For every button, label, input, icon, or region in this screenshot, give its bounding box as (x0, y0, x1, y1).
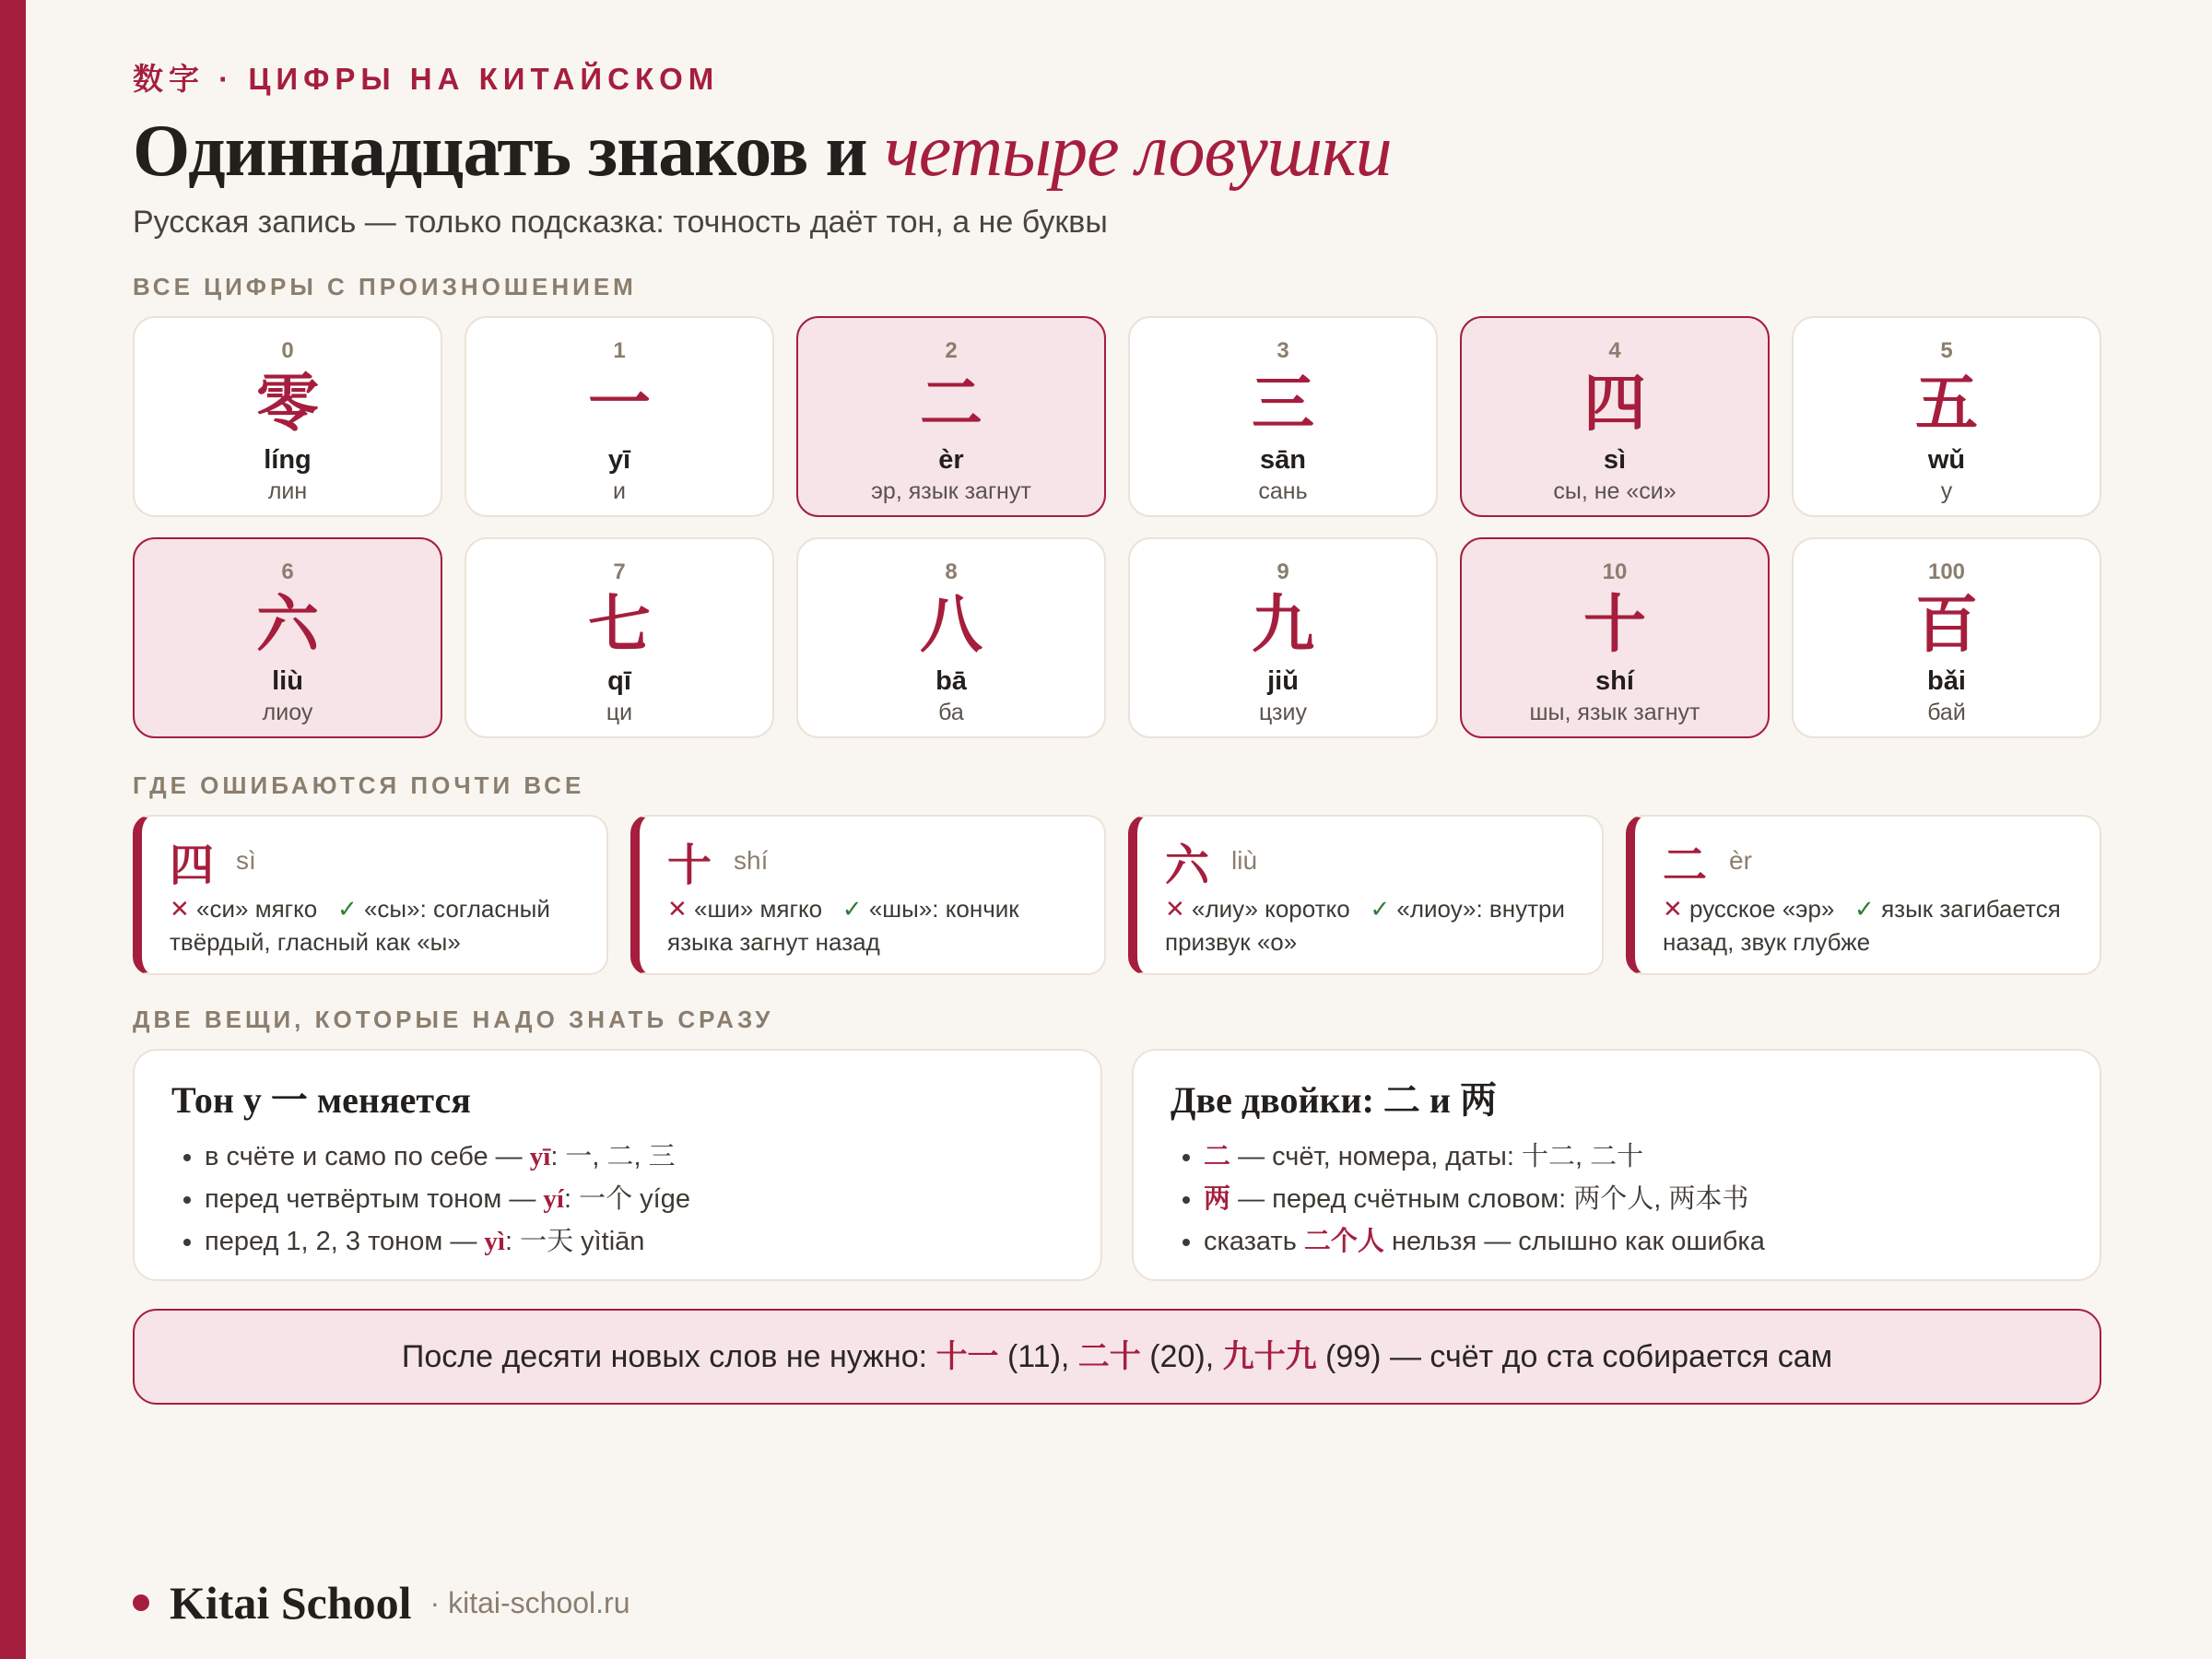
trap-wrong: «лиу» коротко (1192, 895, 1350, 923)
list-item (1204, 1135, 2063, 1178)
digit-pinyin: bā (935, 666, 967, 696)
banner-key: 九十九 (1222, 1339, 1317, 1374)
item-key: 两 (1204, 1184, 1231, 1214)
digit-number: 5 (1940, 338, 1953, 363)
digit-card-4 (1460, 316, 1770, 517)
digit-pinyin: sì (1603, 445, 1627, 475)
digit-pinyin: liù (272, 666, 303, 696)
trap-wrong: «ши» мягко (694, 895, 823, 923)
digit-number: 7 (613, 559, 626, 584)
digit-hanzi: 百 (1914, 589, 1978, 662)
item-text: : 一个 yíge (563, 1184, 690, 1214)
check-icon: ✓ (1854, 895, 1875, 923)
digit-card-10 (1460, 537, 1770, 738)
cross-icon: ✕ (1165, 895, 1185, 923)
item-key: yí (543, 1184, 564, 1214)
check-icon: ✓ (1370, 895, 1391, 923)
digit-card-1 (465, 316, 774, 517)
digit-number: 10 (1602, 559, 1628, 584)
title-accent: четыре ловушки (884, 111, 1392, 192)
trap-wrong: русское «эр» (1689, 895, 1835, 923)
cross-icon: ✕ (170, 895, 190, 923)
banner-text: После десяти новых слов не нужно: (401, 1339, 936, 1374)
item-text: сказать (1204, 1227, 1304, 1256)
item-key: 二个人 (1303, 1227, 1384, 1256)
trap-head (667, 835, 1080, 891)
banner-text: (20), (1140, 1339, 1223, 1374)
digit-pinyin: bǎi (1927, 666, 1966, 696)
trap-explanation (667, 892, 1080, 959)
item-key: yì (484, 1227, 505, 1256)
item-text: — счёт, номера, даты: 十二, 二十 (1230, 1142, 1644, 1171)
digit-pinyin: líng (264, 445, 312, 475)
digit-hanzi: 八 (919, 589, 982, 662)
list-item (205, 1178, 1064, 1220)
digit-russian: бай (1927, 700, 1966, 725)
digit-number: 9 (1277, 559, 1289, 584)
title-main: Одиннадцать знаков и (133, 111, 885, 192)
site-link[interactable]: · kitai-school.ru (429, 1585, 630, 1619)
digit-hanzi: 四 (1583, 368, 1646, 441)
digit-card-5 (1792, 316, 2101, 517)
digit-russian: эр, язык загнут (871, 478, 1031, 504)
trap-hanzi: 六 (1165, 839, 1210, 891)
two-twos-card (1132, 1049, 2101, 1281)
digit-number: 0 (281, 338, 294, 363)
digit-number: 1 (613, 338, 626, 363)
list-item (205, 1135, 1064, 1178)
info-row (133, 1049, 2101, 1281)
trap-explanation (1663, 892, 2076, 959)
banner-key: 十一 (935, 1339, 999, 1374)
digit-pinyin: èr (938, 445, 964, 475)
item-text: — перед счётным словом: 两个人, 两本书 (1230, 1184, 1749, 1214)
digit-card-9 (1128, 537, 1438, 738)
digit-russian: и (613, 478, 626, 504)
digits-grid (133, 316, 2101, 738)
trap-pinyin: èr (1729, 846, 1752, 875)
digit-card-6 (133, 537, 442, 738)
check-icon: ✓ (336, 895, 358, 923)
trap-card-10 (630, 815, 1106, 975)
digit-russian: сы, не «си» (1553, 478, 1677, 504)
trap-wrong: «си» мягко (196, 895, 318, 923)
digit-hanzi: 三 (1251, 368, 1314, 441)
trap-right: «лиоу»: внутри призвук «о» (1165, 895, 1565, 956)
trap-pinyin: sì (236, 846, 256, 875)
trap-explanation (170, 892, 582, 959)
digit-number: 8 (945, 559, 958, 584)
item-text: в счёте и само по себе — (205, 1142, 530, 1171)
digit-pinyin: yī (607, 445, 631, 475)
digit-pinyin: sān (1260, 445, 1306, 475)
digit-card-3 (1128, 316, 1438, 517)
check-icon: ✓ (841, 895, 863, 923)
digit-russian: цзиу (1259, 700, 1307, 725)
footer (133, 1576, 629, 1630)
digit-hanzi: 七 (587, 589, 651, 662)
digit-russian: шы, язык загнут (1529, 700, 1700, 725)
digit-hanzi: 六 (255, 589, 319, 662)
item-key: yī (529, 1142, 551, 1171)
cross-icon: ✕ (1663, 895, 1683, 923)
list-item (205, 1220, 1064, 1263)
digit-hanzi: 五 (1914, 368, 1978, 441)
trap-card-2 (1626, 815, 2101, 975)
digit-pinyin: jiǔ (1267, 666, 1299, 696)
tone-card-list (171, 1135, 1064, 1263)
item-text: : 一, 二, 三 (550, 1142, 676, 1171)
digit-number: 6 (281, 559, 294, 584)
digit-number: 2 (945, 338, 958, 363)
trap-head (1663, 835, 2076, 891)
section-label-mistakes: ГДЕ ОШИБАЮТСЯ ПОЧТИ ВСЕ (133, 771, 585, 799)
banner-key: 二十 (1077, 1339, 1141, 1374)
banner-text: (99) — счёт до ста собирается сам (1316, 1339, 1833, 1374)
brand-name: Kitai School (170, 1577, 412, 1629)
digit-russian: ба (938, 700, 964, 725)
digit-pinyin: qī (607, 666, 631, 696)
list-item (1204, 1220, 2063, 1263)
trap-card-6 (1128, 815, 1604, 975)
brand-dot-icon (133, 1594, 149, 1611)
digit-card-100 (1792, 537, 2101, 738)
item-text: нельзя — слышно как ошибка (1383, 1227, 1765, 1256)
list-item (1204, 1178, 2063, 1220)
trap-right: «шы»: кончик языка загнут назад (667, 895, 1019, 956)
digit-hanzi: 零 (255, 368, 319, 441)
trap-pinyin: liù (1231, 846, 1258, 875)
item-key: 二 (1204, 1142, 1231, 1171)
page-title (133, 107, 1392, 195)
page-subtitle: Русская запись — только подсказка: точность даёт тон, а не буквы (133, 205, 1108, 240)
digit-russian: у (1940, 478, 1953, 504)
digit-hanzi: 九 (1251, 589, 1314, 662)
trap-right: «сы»: согласный твёрдый, гласный как «ы» (170, 895, 550, 956)
trap-hanzi: 二 (1663, 839, 1708, 891)
item-text: перед четвёртым тоном — (205, 1184, 544, 1214)
traps-row (133, 815, 2101, 975)
twos-card-list (1171, 1135, 2063, 1263)
trap-head (170, 835, 582, 891)
cross-icon: ✕ (667, 895, 688, 923)
digit-russian: лиоу (262, 700, 313, 725)
digit-pinyin: wǔ (1927, 445, 1966, 475)
trap-pinyin: shí (734, 846, 769, 875)
digit-number: 4 (1608, 338, 1621, 363)
digit-card-8 (796, 537, 1106, 738)
digit-hanzi: 十 (1583, 589, 1646, 662)
digit-russian: лин (267, 478, 308, 504)
digit-number: 100 (1927, 559, 1966, 584)
trap-head (1165, 835, 1578, 891)
digit-number: 3 (1277, 338, 1289, 363)
item-text: перед 1, 2, 3 тоном — (205, 1227, 485, 1256)
section-label-two-things: ДВЕ ВЕЩИ, КОТОРЫЕ НАДО ЗНАТЬ СРАЗУ (133, 1006, 774, 1033)
trap-explanation (1165, 892, 1578, 959)
tone-card-title: Тон у 一 меняется (171, 1079, 471, 1121)
digit-card-7 (465, 537, 774, 738)
digit-russian: ци (606, 700, 633, 725)
trap-hanzi: 十 (667, 839, 712, 891)
banner-text: (11), (998, 1339, 1078, 1374)
digit-card-0 (133, 316, 442, 517)
trap-right: язык загибается назад, звук глубже (1663, 895, 2061, 956)
trap-card-4 (133, 815, 608, 975)
left-accent-bar (0, 0, 26, 1659)
twos-card-title: Две двойки: 二 и 两 (1171, 1079, 1497, 1121)
digit-hanzi: 二 (919, 368, 982, 441)
tone-change-card (133, 1049, 1102, 1281)
digit-russian: сань (1258, 478, 1308, 504)
digit-pinyin: shí (1595, 666, 1634, 696)
item-text: : 一天 yìtiān (504, 1227, 645, 1256)
digit-hanzi: 一 (587, 368, 651, 441)
eyebrow: 数字 · ЦИФРЫ НА КИТАЙСКОМ (133, 62, 720, 96)
summary-banner (133, 1309, 2101, 1405)
trap-hanzi: 四 (170, 839, 215, 891)
digit-card-2 (796, 316, 1106, 517)
section-label-all-digits: ВСЕ ЦИФРЫ С ПРОИЗНОШЕНИЕМ (133, 273, 637, 300)
